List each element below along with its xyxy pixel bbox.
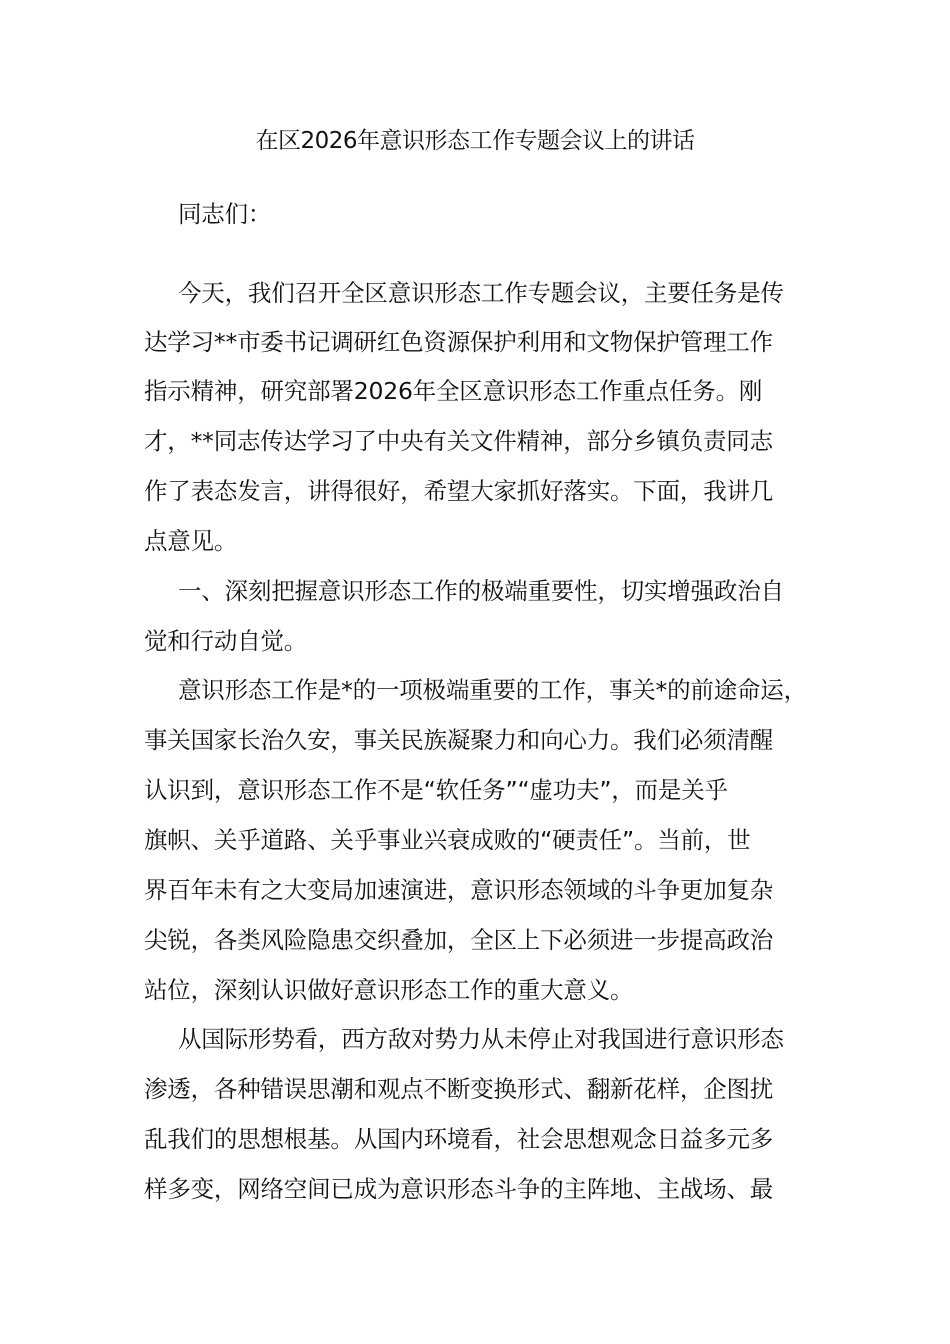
paragraph-line: 站位，深刻认识做好意识形态工作的重大意义。 bbox=[144, 976, 634, 1004]
paragraph-line: 界百年未有之大变局加速演进，意识形态领域的斗争更加复杂 bbox=[144, 876, 774, 904]
paragraph-line: 乱我们的思想根基。从国内环境看，社会思想观念日益多元多 bbox=[144, 1125, 774, 1153]
paragraph-line: 旗帜、关乎道路、关乎事业兴衰成败的“硬责任”。当前，世 bbox=[144, 826, 751, 854]
paragraph-line: 指示精神，研究部署2026年全区意识形态工作重点任务。刚 bbox=[144, 377, 763, 405]
paragraph-line: 今天，我们召开全区意识形态工作专题会议，主要任务是传 bbox=[178, 279, 784, 307]
paragraph-line: 才，**同志传达学习了中央有关文件精神，部分乡镇负责同志 bbox=[144, 427, 773, 455]
paragraph-line: 作了表态发言，讲得很好，希望大家抓好落实。下面，我讲几 bbox=[144, 477, 774, 505]
paragraph-line: 渗透，各种错误思潮和观点不断变换形式、翻新花样，企图扰 bbox=[144, 1075, 774, 1103]
paragraph-line: 意识形态工作是*的一项极端重要的工作，事关*的前途命运， bbox=[178, 676, 807, 704]
paragraph-line: 从国际形势看，西方敌对势力从未停止对我国进行意识形态 bbox=[178, 1025, 784, 1053]
section-heading-line: 一、深刻把握意识形态工作的极端重要性，切实增强政治自 bbox=[178, 577, 784, 605]
paragraph-line: 事关国家长治久安，事关民族凝聚力和向心力。我们必须清醒 bbox=[144, 726, 774, 754]
paragraph-line: 样多变，网络空间已成为意识形态斗争的主阵地、主战场、最 bbox=[144, 1175, 774, 1203]
paragraph-line: 点意见。 bbox=[144, 527, 238, 555]
paragraph-line: 尖锐，各类风险隐患交织叠加，全区上下必须进一步提高政治 bbox=[144, 926, 774, 954]
paragraph-line: 达学习**市委书记调研红色资源保护利用和文物保护管理工作 bbox=[144, 328, 773, 356]
document-title: 在区2026年意识形态工作专题会议上的讲话 bbox=[255, 128, 695, 154]
section-heading-line: 觉和行动自觉。 bbox=[144, 627, 308, 655]
salutation: 同志们： bbox=[178, 200, 272, 228]
paragraph-line: 认识到，意识形态工作不是“软任务”“虚功夫”，而是关乎 bbox=[144, 776, 728, 804]
